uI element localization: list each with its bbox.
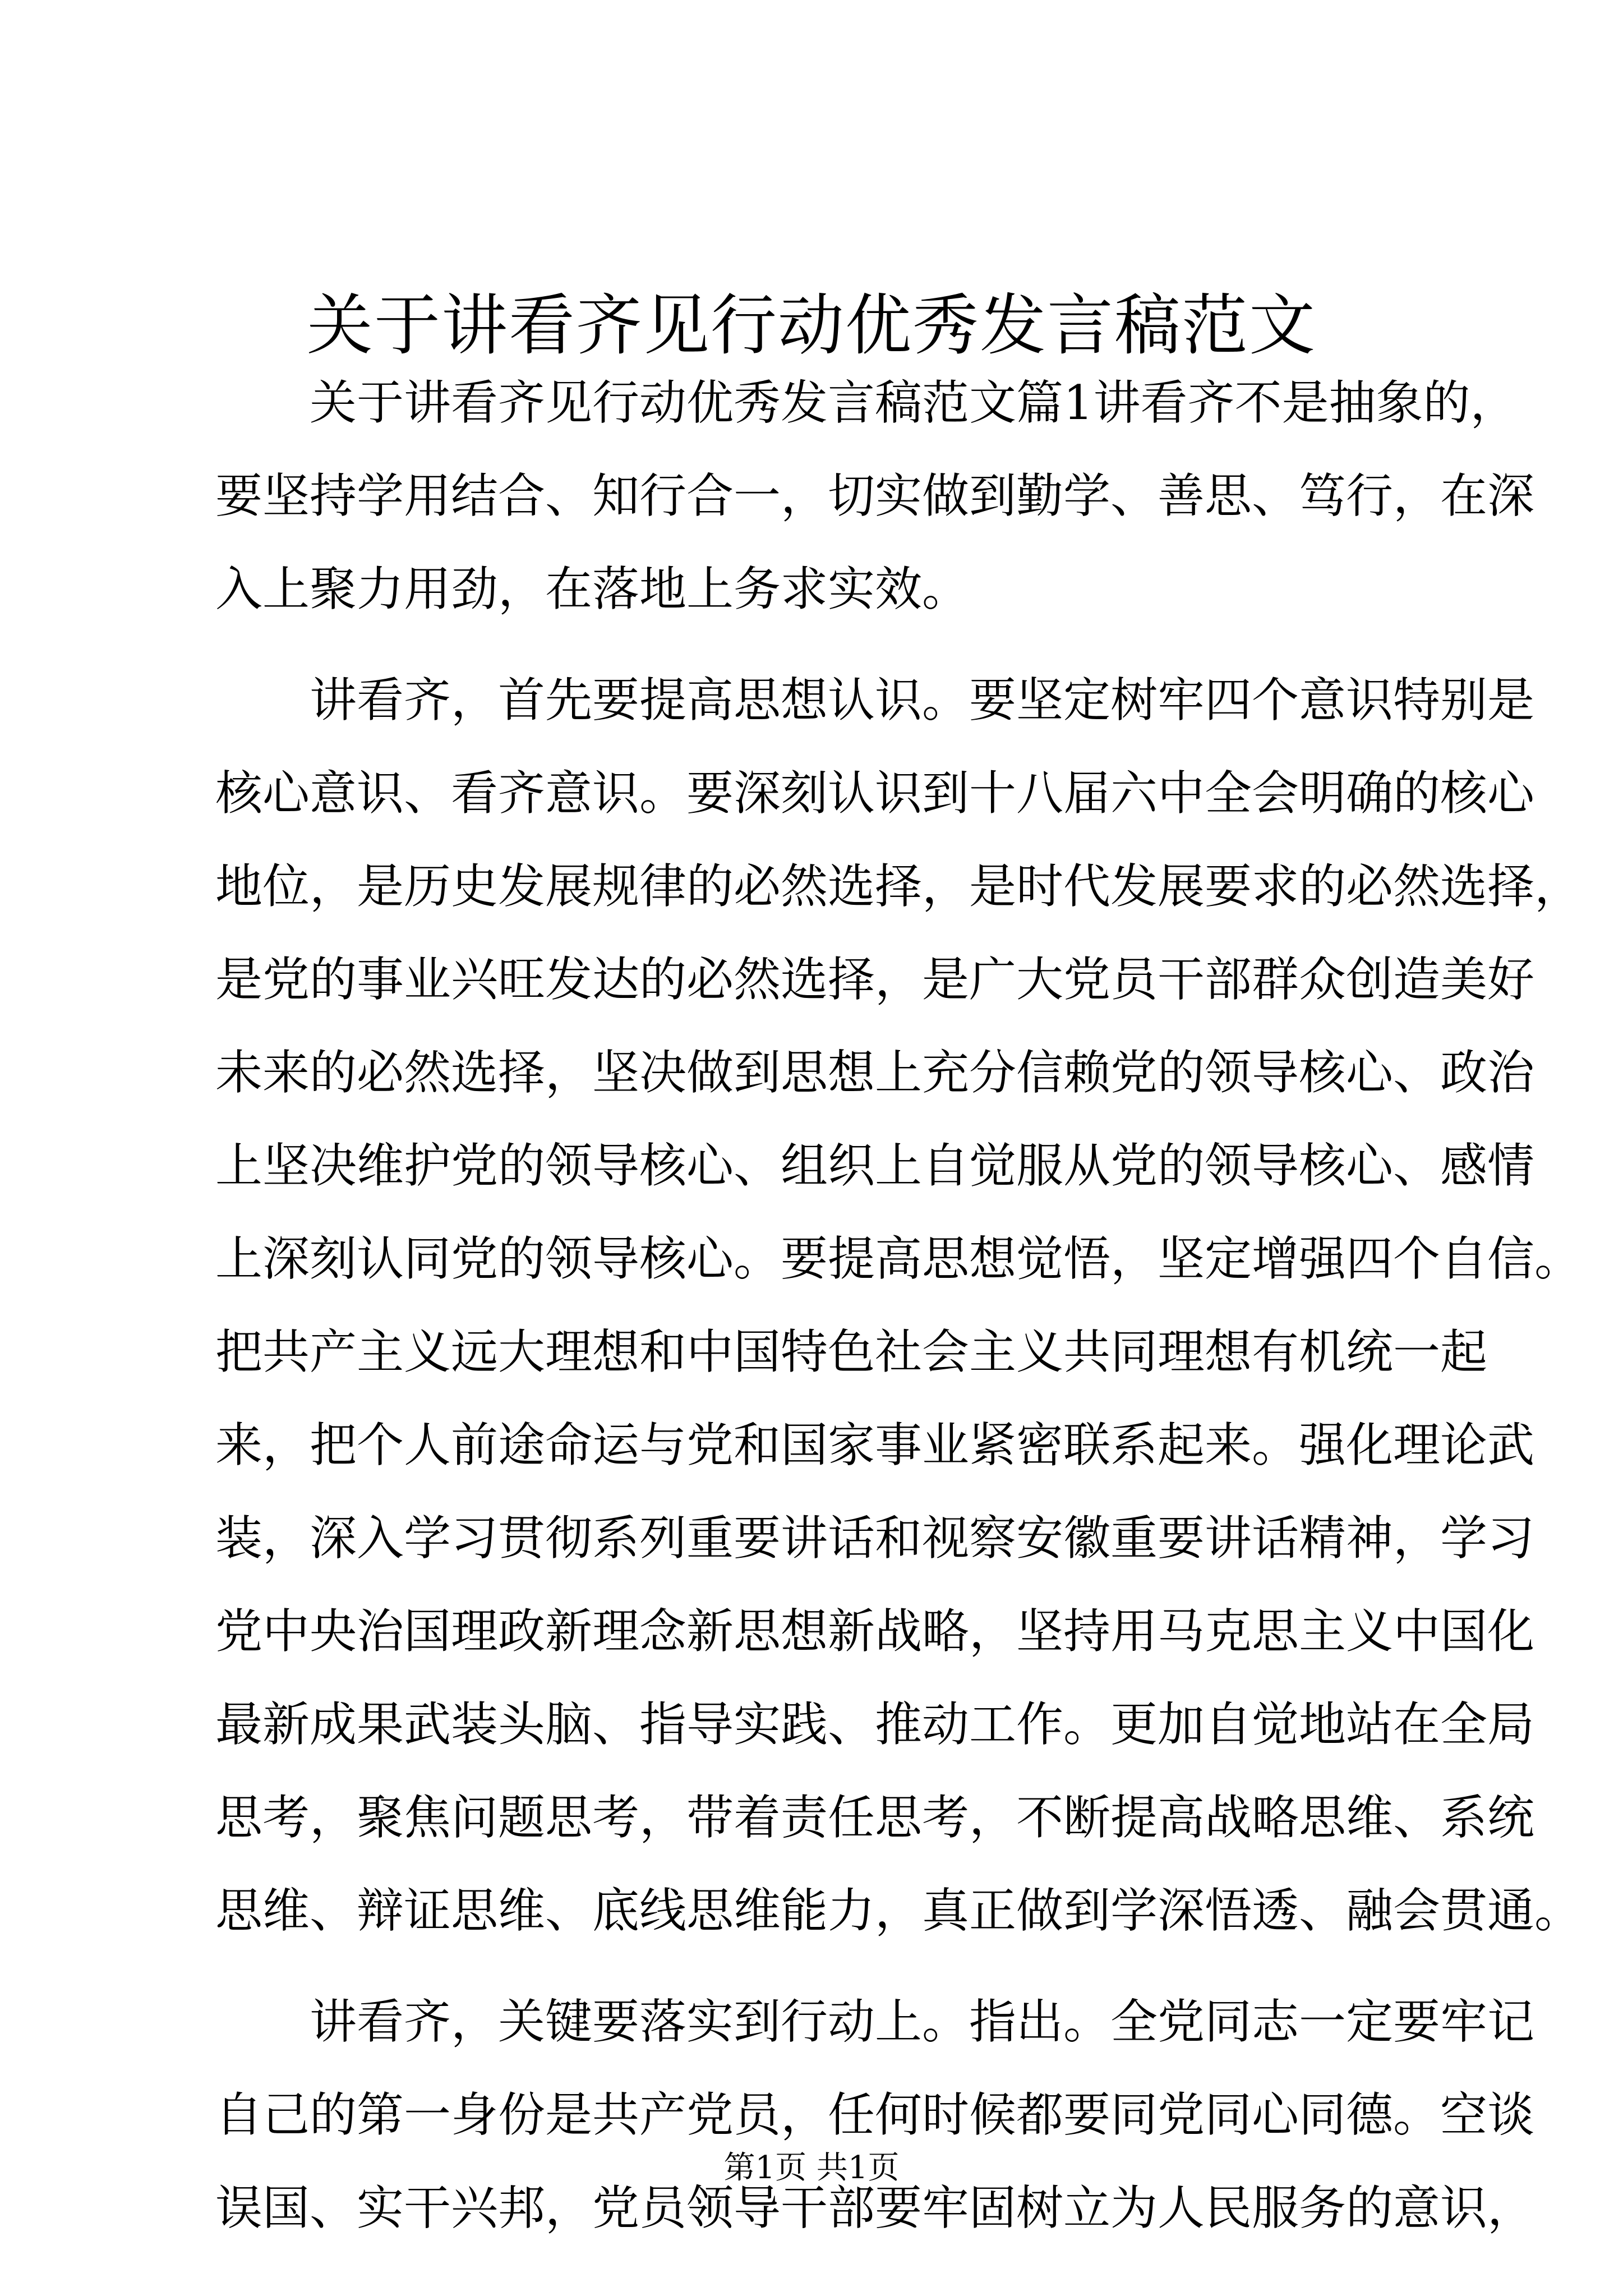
page-footer: 第1页 共1页 [723,2150,900,2186]
paragraph-line: 党中央治国理政新理念新思想新战略，坚持用马克思主义中国化 [215,1604,1535,1659]
document-title: 关于讲看齐见行动优秀发言稿范文 [306,287,1316,364]
paragraph-line: 最新成果武装头脑、指导实践、推动工作。更加自觉地站在全局 [215,1697,1535,1752]
paragraph-line: 是党的事业兴旺发达的必然选择，是广大党员干部群众创造美好 [215,952,1535,1007]
paragraph-line: 思维、辩证思维、底线思维能力，真正做到学深悟透、融会贯通。 [215,1883,1582,1938]
document-body [215,356,1582,2272]
paragraph-line: 来，把个人前途命运与党和国家事业紧密联系起来。强化理论武 [215,1418,1535,1473]
paragraph-line: 上深刻认同党的领导核心。要提高思想觉悟，坚定增强四个自信。 [215,1231,1582,1286]
paragraph-line: 讲看齐，关键要落实到行动上。指出。全党同志一定要牢记 [310,1994,1535,2049]
paragraph-line: 思考，聚焦问题思考，带着责任思考，不断提高战略思维、系统 [215,1790,1535,1845]
paragraph-1 [215,356,1535,636]
paragraph-line: 把共产主义远大理想和中国特色社会主义共同理想有机统一起 [215,1324,1488,1379]
paragraph-line: 核心意识、看齐意识。要深刻认识到十八届六中全会明确的核心 [215,766,1535,821]
paragraph-line: 误国、实干兴邦，党员领导干部要牢固树立为人民服务的意识， [215,2180,1535,2235]
paragraph-line: 装，深入学习贯彻系列重要讲话和视察安徽重要讲话精神，学习 [215,1511,1535,1566]
paragraph-line: 要坚持学用结合、知行合一，切实做到勤学、善思、笃行，在深 [215,468,1535,523]
paragraph-line: 地位，是历史发展规律的必然选择，是时代发展要求的必然选择， [215,859,1582,914]
paragraph-line: 关于讲看齐见行动优秀发言稿范文篇1讲看齐不是抽象的， [310,375,1518,430]
paragraph-3 [215,1975,1535,2254]
paragraph-line: 入上聚力用劲，在落地上务求实效。 [215,562,970,616]
paragraph-line: 讲看齐，首先要提高思想认识。要坚定树牢四个意识特别是 [310,673,1535,728]
paragraph-line: 未来的必然选择，坚决做到思想上充分信赖党的领导核心、政治 [215,1045,1535,1100]
paragraph-line: 自己的第一身份是共产党员，任何时候都要同党同心同德。空谈 [215,2087,1535,2142]
paragraph-line: 上坚决维护党的领导核心、组织上自觉服从党的领导核心、感情 [215,1138,1535,1193]
paragraph-2 [215,654,1582,1957]
